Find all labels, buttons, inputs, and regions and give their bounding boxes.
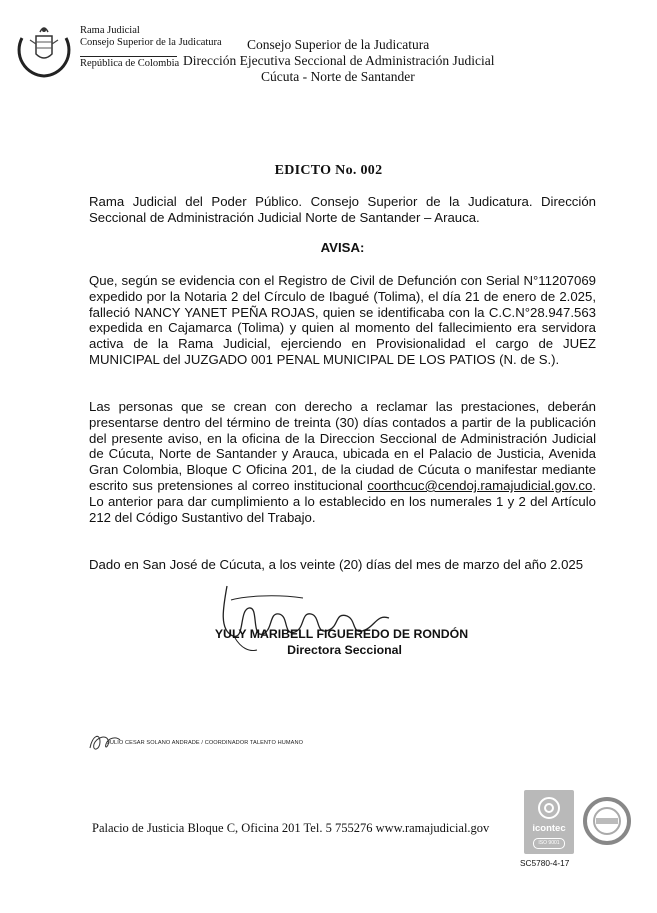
header-title-line1: Consejo Superior de la Judicatura xyxy=(247,37,430,52)
prepared-by-line: JULIO CESAR SOLANO ANDRADE / COORDINADOR TALENTO HUMANO xyxy=(107,740,304,746)
claims-text: Las personas que se crean con derecho a reclamar las prestaciones, deberán presentarse dentro del término de treinta (30) días contados a partir de la publicación del presente aviso, en la oficina de la Direccion Seccional de Administración Judicial de Cúcuta, Norte de Santander y Arauca, ubicada en el Palacio de Justicia, Avenida Gran Colombia, Bloque C Oficina 201, de la ciudad de Cúcuta o manifestar mediante escrito sus pretensiones al correo institucional xyxy=(89,399,596,493)
header-title-line3: Cúcuta - Norte de Santander xyxy=(261,69,415,84)
icontec-logo-icon xyxy=(538,797,560,819)
date-place-line: Dado en San José de Cúcuta, a los veinte (20) días del mes de marzo del año 2.025 xyxy=(89,557,584,572)
icontec-certification-badge xyxy=(524,790,574,854)
edicto-title: EDICTO No. 002 xyxy=(274,163,383,178)
certification-code: SC5780-4-17 xyxy=(520,858,570,868)
claims-text-end: . Lo anterior para dar cumplimiento a lo establecido en los numerales 1 y 2 del Artículo 212 del Código Sustantivo del Trabajo. xyxy=(89,477,596,525)
header-title-line2: Dirección Ejecutiva Seccional de Administración Judicial xyxy=(183,53,495,68)
institutional-email-link[interactable]: coorthcuc@cendoj.ramajudicial.gov.co xyxy=(367,477,593,493)
claims-paragraph xyxy=(89,399,596,525)
iso-label: ISO 9001 xyxy=(533,838,565,849)
footer-address: Palacio de Justicia Bloque C, Oficina 201 Tel. 5 755276 www.ramajudicial.gov xyxy=(92,821,490,835)
colombia-coat-of-arms-seal xyxy=(14,20,74,80)
org-country-line: República de Colombia xyxy=(80,58,180,69)
signer-name: YULY MARIBELL FIGUEREDO DE RONDÓN xyxy=(214,627,469,641)
header-rule xyxy=(80,56,177,57)
org-name-line: Rama Judicial xyxy=(80,25,140,36)
iqnet-certification-icon xyxy=(582,796,632,846)
signer-role: Directora Seccional xyxy=(287,643,402,657)
avisa-heading: AVISA: xyxy=(320,240,365,255)
notice-paragraph: Que, según se evidencia con el Registro de Civil de Defunción con Serial N°11207069 expedido por la Notaria 2 del Círculo de Ibagué (Tolima), el día 21 de enero de 2.025, falleció NANCY YANET PEÑA ROJAS, quien se identificaba con la C.C.N°28.947.563 expedida en Cajamarca (Tolima) y quien al momento del fallecimiento era servidora activa de la Rama Judicial, ejerciendo en Provisionalidad el cargo de JUEZ MUNICIPAL del JUZGADO 001 PENAL MUNICIPAL DE LOS PATIOS (N. de S.). xyxy=(89,273,596,367)
org-council-line: Consejo Superior de la Judicatura xyxy=(80,37,222,48)
icontec-brand: icontec xyxy=(532,823,566,834)
intro-paragraph: Rama Judicial del Poder Público. Consejo Superior de la Judicatura. Dirección Seccional de Administración Judicial Norte de Santander – Arauca. xyxy=(89,194,596,225)
